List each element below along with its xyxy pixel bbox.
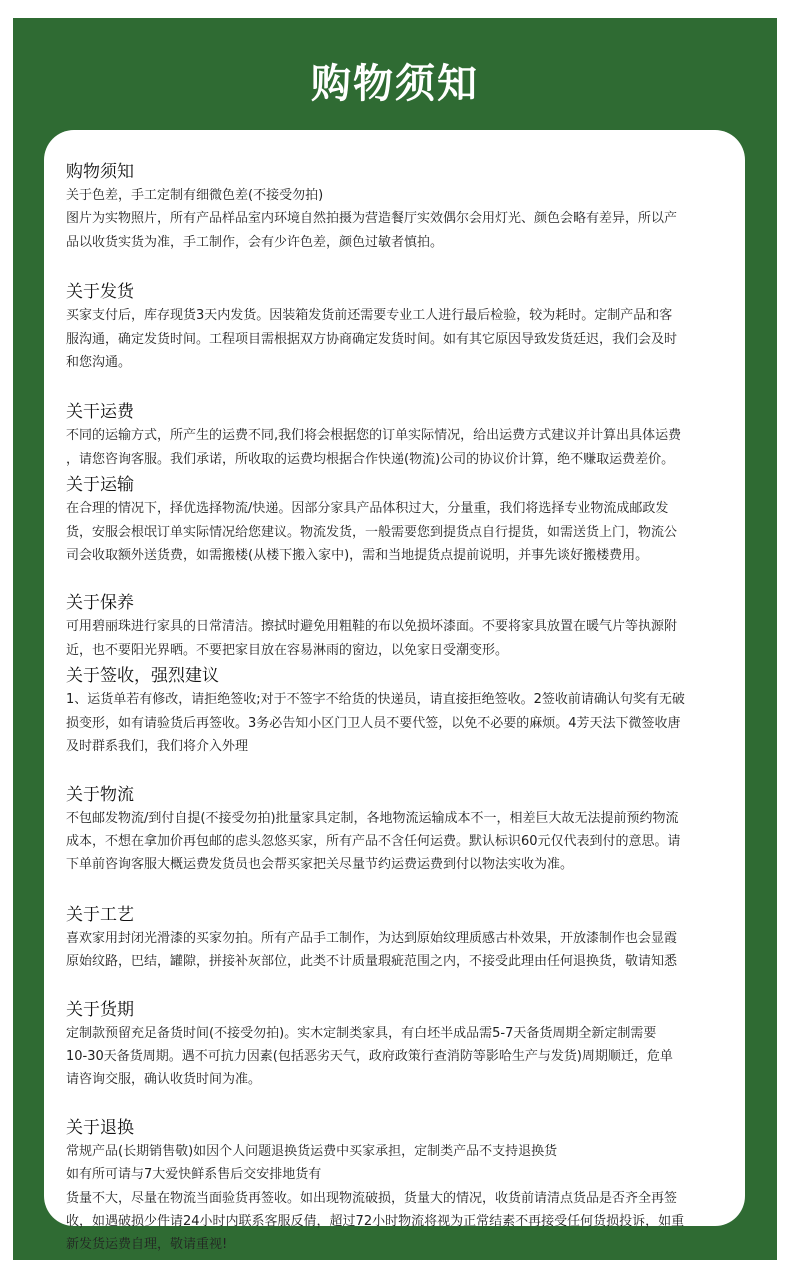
section-body: 买家支付后，库存现货3天内发货。因装箱发货前还需要专业工人进行最后检验，较为耗时。定制产品和客 服沟通，确定发货时间。工程项目需根据双方协商确定发货时间。如有其它原因导致发货廷迟，我们会及时 和您沟通。 xyxy=(66,308,678,371)
section-maintenance xyxy=(66,591,746,662)
section-freight xyxy=(66,400,746,471)
section-body: 不包邮发物流/到付自提(不接受勿拍)批量家具定制，各地物流运输成本不一，相差巨大故无法提前预约物流 成本，不想在拿加价再包邮的虑头忽悠买家，所有产品不含任何运费。默认标识60元仅代表到付的意思。请 下单前咨询客服大概运费发货员也会帮买家把关尽量节约运费运费到付以物法实收为准。 xyxy=(66,810,681,873)
section-heading: 关于运输 xyxy=(66,475,134,496)
section-body: 1、运货单若有修改，请拒绝签收;对于不签字不给货的快递员，请直接拒绝签收。2签收前请确认句奖有无破 损变形，如有请验货后再签收。3务必告知小区门卫人员不要代签，以免不必要的麻烦。4芳天法下微签收唐 及时群系我们，我们将介入外理 xyxy=(66,692,685,755)
notice-content xyxy=(66,160,746,1257)
section-heading: 关干运费 xyxy=(66,402,134,423)
section-body: 常规产品(长期销售敬)如因个人问题退换货运费中买家承担，定制类产品不支持退换货 如有所可请与7大爱快鲜系售后交安排地货有 货量不大，尽量在物流当面验货再签收。如出现物流破损，货量大的情况，收货前请清点货品是否齐全再签 收，如遇破损少件请24小时内联系客服反倩，超过72小时物流将视为正常结素不再接受任何货损投诉，如重 新发货运费自理，敬请重视! xyxy=(66,1143,685,1253)
section-heading: 关于签收，强烈建议 xyxy=(66,666,219,687)
section-body: 可用碧丽珠进行家具的日常清洁。擦拭时避免用粗鞋的布以免损坏漆面。不要将家具放置在暖气片等执源附 近，也不要阳光界晒。不要把家目放在容易淋雨的窗边，以免家日受潮变形。 xyxy=(66,619,678,658)
section-heading: 购物须知 xyxy=(66,162,134,182)
section-shipping xyxy=(66,280,746,374)
section-signing xyxy=(66,664,746,758)
section-transport xyxy=(66,473,746,567)
section-body: 喜欢家用封闭光滑漆的买家勿拍。所有产品手工制作，为达到原始纹理质感古朴效果，开放漆制作也会显霞 原始纹路，巴结，罐隙，拼接补灰部位，此类不计质量瑕疵范围之内，不接受此理由任何退换货，敬请知悉 xyxy=(66,930,678,970)
section-heading: 关于货期 xyxy=(66,999,134,1020)
section-body: 在合理的情况下，择优选择物流/快递。因部分家具产品体积过大，分量重，我们将选择专业物流成邮政发 货，安服会根氓订单实际情况给您建议。物流发货，一般需要您到提货点自行提货，如需送货上门，物流公 司会收取额外送货费，如需搬楼(从楼下搬入家中)，需和当地提货点提前说明，并事先谈好搬楼费用。 xyxy=(66,501,678,564)
section-logistics xyxy=(66,783,746,877)
section-lead-time xyxy=(66,998,746,1092)
section-returns xyxy=(66,1116,746,1257)
section-body: 关于色差，手工定制有细微色差(不接受勿拍) 图片为实物照片，所有产品样品室内环境自然拍摄为营造餐厅实效偶尔会用灯光、颜色会略有差异，所以产 品以收货实货为准，手工制作，会有少许色差，颜色过敏者慎拍。 xyxy=(66,188,678,250)
section-shopping-notice xyxy=(66,160,746,254)
section-heading: 关于物流 xyxy=(66,784,134,805)
section-body: 定制款预留充足备货时间(不接受勿拍)。实木定制类家具，有白坯半成品需5-7天备货周期全新定制需要 10-30天备货周期。遇不可抗力因素(包括恶劣天气，政府政策行查消防等影哈生产与发货)周期顺迁，危单 请咨询交服，确认收货时间为准。 xyxy=(66,1025,673,1088)
section-heading: 关于工艺 xyxy=(66,904,134,925)
section-heading: 关于发货 xyxy=(66,282,134,303)
page-title: 购物须知 xyxy=(311,61,479,107)
section-craftsmanship xyxy=(66,903,746,974)
section-heading: 关于保养 xyxy=(66,593,134,614)
section-body: 不同的运输方式，所产生的运费不同,我们将会根据您的订单实际情况，给出运费方式建议并计算出具体运费 ，请您咨询客服。我们承诺，所收取的运费均根据合作快递(物流)公司的协议价计算，绝不赚取运费差价。 xyxy=(66,428,682,467)
section-heading: 关于退换 xyxy=(66,1117,134,1138)
